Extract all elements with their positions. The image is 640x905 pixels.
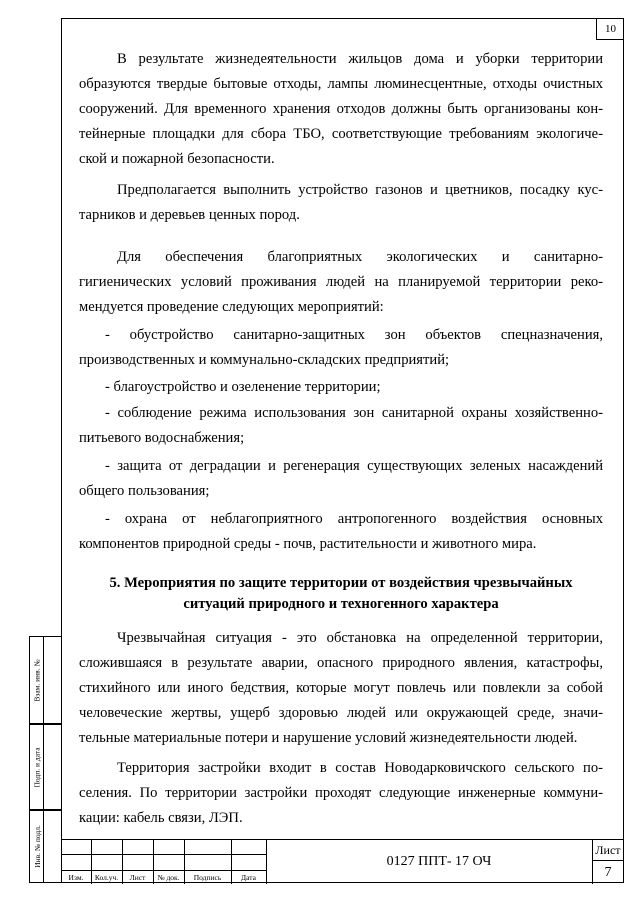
- side-stamp-inv-replace: [29, 636, 61, 724]
- page-number-box: [596, 18, 624, 40]
- text-line: В результате жизнедеятельности жильцов дома и уборки территории: [117, 51, 603, 67]
- paragraph-waste: [79, 47, 603, 172]
- text-line: компонентов природной среды - почв, растительности и животного мира.: [79, 536, 537, 552]
- title-block-col-label: Лист: [129, 873, 146, 882]
- title-block-col-label: Кол.уч.: [94, 873, 119, 882]
- text-line: сооружений. Для временного хранения отходов должны быть организованы кон-: [79, 101, 603, 117]
- text-line: тельные материальные потери и нарушение условий жизнедеятельности людей.: [79, 730, 578, 746]
- list-item: [79, 401, 603, 451]
- heading-line: 5. Мероприятия по защите территории от воздействия чрезвычайных: [109, 575, 573, 591]
- paragraph-emergency: [79, 626, 603, 751]
- title-block: [61, 839, 624, 884]
- text-line: общего пользования;: [79, 483, 210, 499]
- text-line: ской и пожарной безопасности.: [79, 151, 275, 167]
- side-stamp-label: Инв. № подл.: [32, 825, 42, 868]
- section-heading: [79, 573, 603, 615]
- heading-line: ситуаций природного и техногенного характера: [183, 596, 499, 612]
- sheet-number: 7: [604, 864, 612, 880]
- side-stamp-label: Взам. инв. №: [32, 658, 42, 702]
- text-line: кации: кабель связи, ЛЭП.: [79, 810, 243, 826]
- text-line: производственных и коммунально-складских предприятий;: [79, 352, 450, 368]
- list-item: [79, 323, 603, 373]
- sheet-label: Лист: [595, 842, 621, 857]
- title-block-col-label: № док.: [157, 873, 180, 882]
- page-number: 10: [605, 22, 616, 35]
- text-line: сложившаяся в результате аварии, опасного природного явления, катастрофы,: [79, 655, 603, 671]
- paragraph-measures-intro: [79, 245, 603, 320]
- text-line: питьевого водоснабжения;: [79, 430, 245, 446]
- list-item: [79, 507, 603, 557]
- list-item: [79, 454, 603, 504]
- text-line: человеческие жертвы, ущерб здоровью людей или окружающей среде, значи-: [79, 705, 603, 721]
- title-block-col-label: Дата: [241, 873, 256, 882]
- title-block-col-label: Подпись: [193, 873, 222, 882]
- text-line: - благоустройство и озеленение территории;: [105, 379, 381, 395]
- text-line: гигиенических условий проживания людей на планируемой территории реко-: [79, 274, 603, 290]
- text-line: - защита от деградации и регенерация существующих зеленых насаждений: [105, 458, 603, 474]
- paragraph-territory: [79, 756, 603, 831]
- text-line: Предполагается выполнить устройство газонов и цветников, посадку кус-: [117, 182, 603, 198]
- text-line: Чрезвычайная ситуация - это обстановка на определенной территории,: [117, 630, 603, 646]
- text-line: Для обеспечения благоприятных экологических и санитарно-: [117, 249, 603, 265]
- text-line: Территория застройки входит в состав Новодарковичского сельского по-: [117, 760, 603, 776]
- document-code: 0127 ППТ- 17 ОЧ: [386, 854, 492, 869]
- text-line: тарников и деревьев ценных пород.: [79, 207, 300, 223]
- side-stamp-sign-date: [29, 724, 61, 810]
- text-line: - охрана от неблагоприятного антропогенного воздействия основных: [105, 511, 603, 527]
- paragraph-landscaping: [79, 178, 603, 228]
- side-stamp-inv-orig: [29, 810, 61, 883]
- text-line: - обустройство санитарно-защитных зон объектов спецназначения,: [105, 327, 603, 343]
- text-line: образуются твердые бытовые отходы, лампы люминесцентные, отходы очистных: [79, 76, 603, 92]
- text-line: - соблюдение режима использования зон санитарной охраны хозяйственно-: [105, 405, 603, 421]
- text-line: стихийного или иного бедствия, которые могут повлечь или повлекли за собой: [79, 680, 603, 696]
- list-item: [79, 375, 603, 400]
- text-line: тейнерные площадки для сбора ТБО, соответствующие требованиям экологиче-: [79, 126, 603, 142]
- text-line: селения. По территории застройки проходят следующие инженерные коммуни-: [79, 785, 603, 801]
- text-line: мендуется проведение следующих мероприятий:: [79, 299, 384, 315]
- side-stamp-label: Подп. и дата: [32, 746, 42, 788]
- title-block-col-label: Изм.: [68, 873, 84, 882]
